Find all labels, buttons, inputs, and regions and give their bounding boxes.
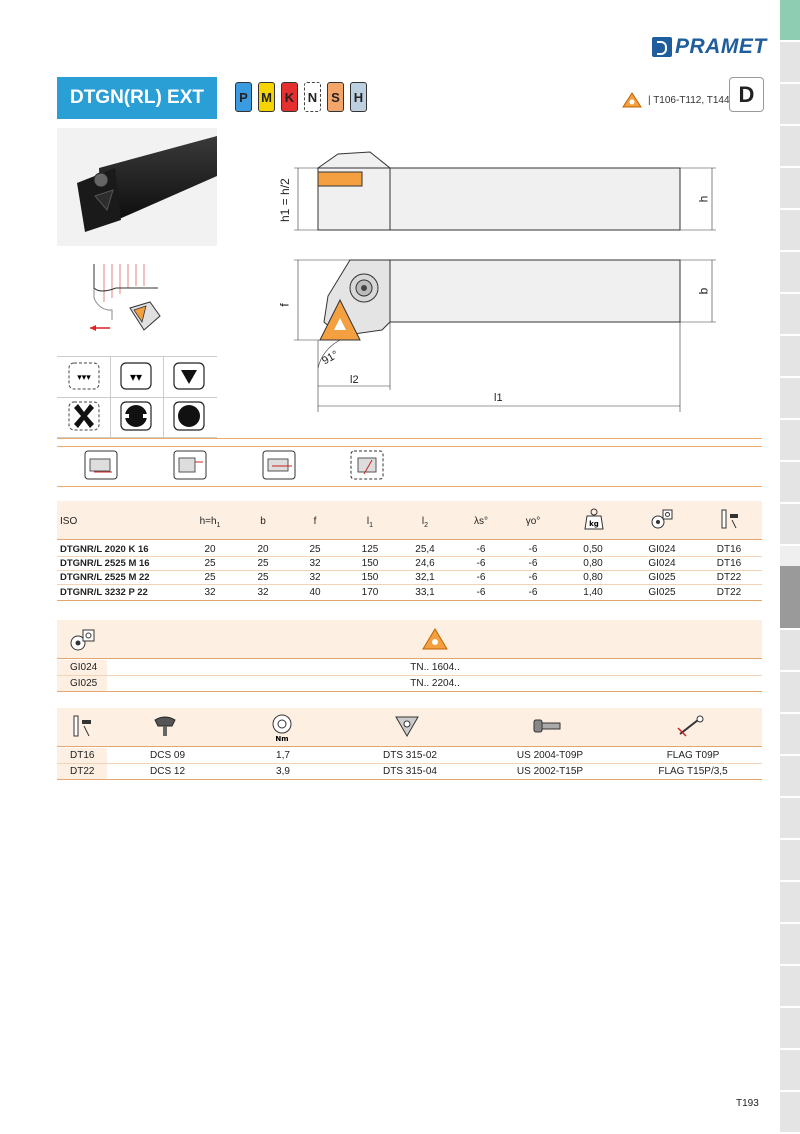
- thumb-tab[interactable]: [780, 378, 800, 420]
- insert-shim-icon: [650, 508, 674, 530]
- col-header-l1: $l_1$: [366, 516, 374, 529]
- page-title: DTGN(RL) EXT: [57, 77, 217, 119]
- table-divider: [57, 600, 762, 601]
- dim-label-l2: l2: [350, 374, 359, 386]
- thumb-tab[interactable]: [780, 504, 800, 546]
- material-badge-s: S: [327, 82, 344, 112]
- interrupted-cut-icon: [62, 398, 106, 434]
- col-header-l2: $l_2$: [421, 516, 429, 529]
- insert-table-value: TN.. 2204..: [410, 678, 460, 689]
- thumb-tab[interactable]: [780, 126, 800, 168]
- insert-shim-icon: [68, 628, 96, 652]
- col-header-h: $h=h_1$: [199, 516, 221, 529]
- chamfering-icon: [350, 450, 384, 480]
- thumb-tab[interactable]: [780, 798, 800, 840]
- thumb-tab[interactable]: [780, 882, 800, 924]
- thumb-tab[interactable]: [780, 672, 800, 714]
- material-badge-m: M: [258, 82, 275, 112]
- technical-drawing: [270, 150, 730, 412]
- continuous-cut-icon: [167, 398, 211, 434]
- section-divider: [57, 446, 762, 447]
- spare-parts-icon: [70, 714, 94, 738]
- dim-label-h: h: [696, 195, 711, 203]
- spare-parts-icon: [718, 508, 742, 530]
- table-divider: [57, 675, 762, 676]
- thumb-tab[interactable]: [780, 252, 800, 294]
- material-badge-n: N: [304, 82, 321, 112]
- thumb-tab[interactable]: [780, 1092, 800, 1134]
- table-divider: [57, 658, 762, 659]
- table-divider: [57, 584, 762, 585]
- thumb-tab[interactable]: [780, 462, 800, 504]
- insert-table-value: TN.. 1604..: [410, 662, 460, 673]
- thumb-tab[interactable]: [780, 294, 800, 336]
- thumb-tab[interactable]: [780, 168, 800, 210]
- dim-label-f: f: [277, 303, 292, 307]
- thumb-tab[interactable]: [780, 630, 800, 672]
- thumb-tab[interactable]: [780, 42, 800, 84]
- thumb-tab-current-section[interactable]: [780, 566, 800, 630]
- cutting-profile-diagram: [88, 258, 168, 338]
- page-number: T193: [736, 1098, 759, 1109]
- facing-icon: [173, 450, 207, 480]
- clamp-icon: [152, 714, 178, 738]
- light-cut-icon: [62, 358, 106, 394]
- table-divider: [57, 556, 762, 557]
- table-divider: [57, 539, 762, 540]
- thumb-tab[interactable]: [780, 420, 800, 462]
- table-divider: [57, 570, 762, 571]
- insert-reference: [622, 92, 730, 108]
- svg-text:kg: kg: [589, 520, 599, 528]
- external-turning-icon: [84, 450, 118, 480]
- thumb-tab[interactable]: [780, 1050, 800, 1092]
- section-letter: D: [729, 77, 764, 112]
- material-badge-k: K: [281, 82, 298, 112]
- dim-label-angle: 91°: [320, 348, 341, 368]
- svg-text:▾▾: ▾▾: [129, 370, 143, 384]
- material-badge-h: H: [350, 82, 367, 112]
- insert-table-header: [57, 620, 762, 658]
- shim-icon: [394, 714, 420, 738]
- material-badge-p: P: [235, 82, 252, 112]
- svg-text:Nm: Nm: [275, 735, 289, 742]
- triangle-insert-icon: [422, 628, 448, 650]
- semi-interrupted-cut-icon: [114, 398, 158, 434]
- key-wrench-icon: [676, 714, 706, 738]
- svg-text:▾▾▾: ▾▾▾: [77, 373, 91, 383]
- table-divider: [57, 763, 762, 764]
- dim-label-l1: l1: [494, 392, 503, 404]
- table-divider: [57, 691, 762, 692]
- triangle-insert-icon: [622, 92, 642, 108]
- col-header-b: b: [260, 516, 266, 527]
- insert-reference-text: | T106-T112, T144: [648, 94, 730, 106]
- table-divider: [57, 746, 762, 747]
- thumb-tab[interactable]: [780, 336, 800, 378]
- thumb-tab[interactable]: [780, 840, 800, 882]
- thumb-tab[interactable]: [780, 756, 800, 798]
- section-divider: [57, 438, 762, 439]
- brand-name: PRAMET: [675, 35, 767, 58]
- col-header-gamma: γo°: [525, 516, 541, 527]
- thumb-tab[interactable]: [780, 210, 800, 252]
- col-header-f: f: [313, 516, 317, 527]
- heavy-cut-icon: [167, 358, 211, 394]
- thumb-index: [780, 0, 800, 1132]
- medium-cut-icon: [114, 358, 158, 394]
- torque-nm-icon: [268, 712, 296, 742]
- dim-label-b: b: [696, 287, 711, 295]
- table-divider: [57, 779, 762, 780]
- brand-logo: [652, 36, 767, 58]
- col-header-lambda: λs°: [474, 516, 488, 527]
- insert-table-key: GI024: [70, 662, 98, 673]
- dim-label-h1: h1 = h/2: [278, 178, 292, 222]
- section-divider: [57, 486, 762, 487]
- insert-table-key: GI025: [70, 678, 98, 689]
- thumb-tab-active[interactable]: [780, 0, 800, 42]
- thumb-tab[interactable]: [780, 966, 800, 1008]
- logo-mark-icon: [652, 37, 672, 57]
- product-photo: [57, 128, 217, 246]
- thumb-tab[interactable]: [780, 924, 800, 966]
- screw-icon: [532, 714, 562, 738]
- profiling-icon: [262, 450, 296, 480]
- weight-kg-icon: [584, 508, 604, 530]
- col-header-iso: ISO: [60, 516, 78, 527]
- thumb-tab[interactable]: [780, 714, 800, 756]
- thumb-tab[interactable]: [780, 84, 800, 126]
- thumb-tab[interactable]: [780, 1008, 800, 1050]
